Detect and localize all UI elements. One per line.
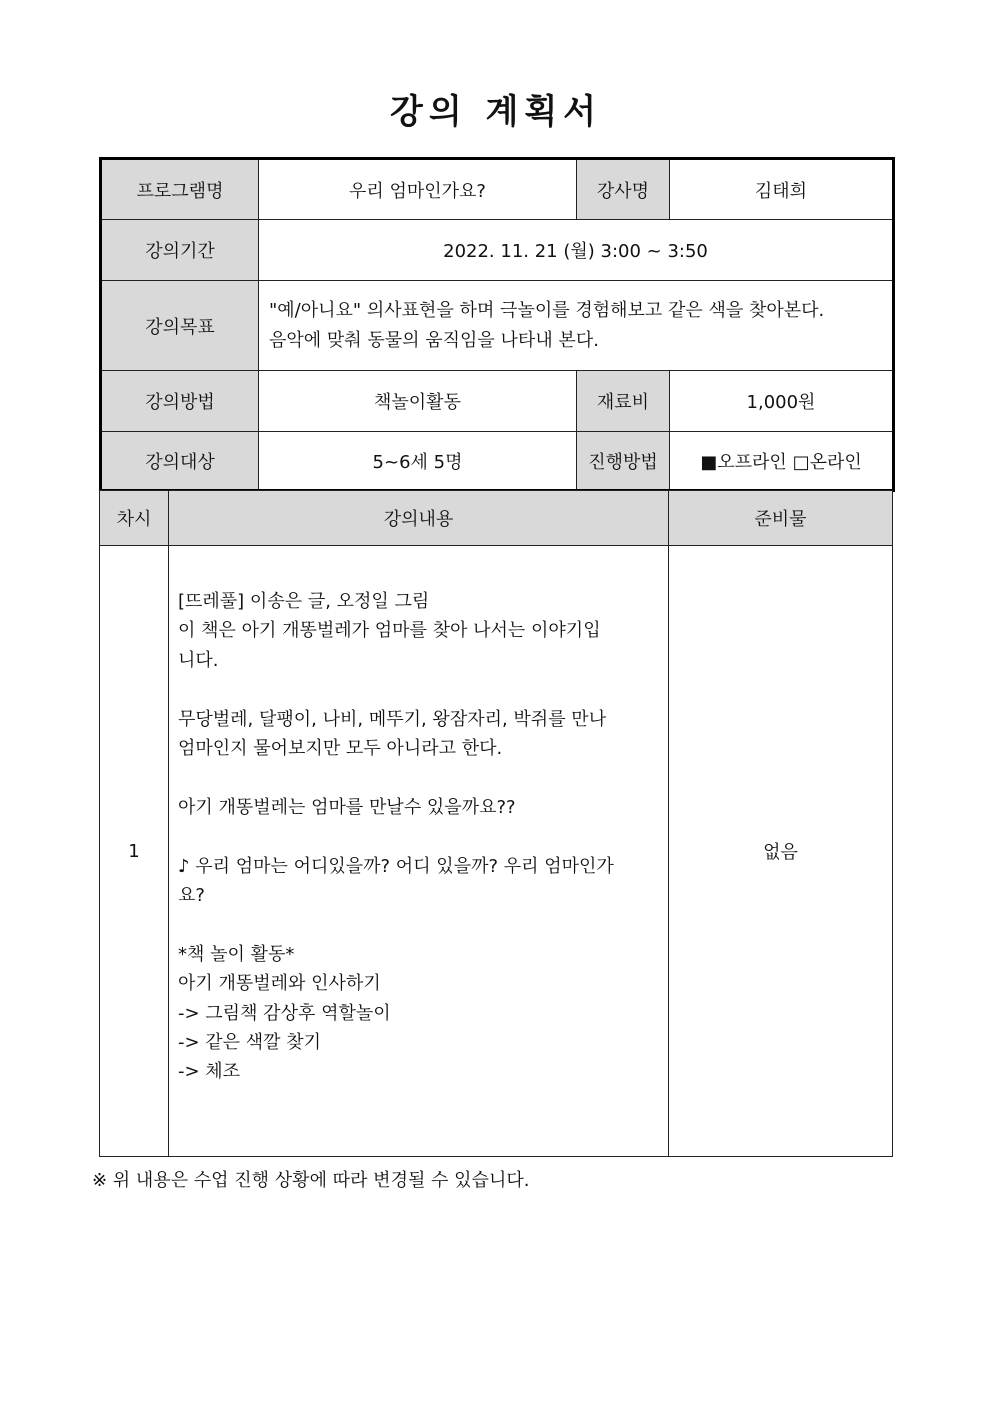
fee-value: 1,000원: [670, 371, 894, 432]
period-value: 2022. 11. 21 (월) 3:00 ~ 3:50: [259, 220, 894, 281]
table-row: [101, 220, 894, 281]
table-row: [101, 159, 894, 220]
fee-label: 재료비: [577, 371, 670, 432]
target-value: 5~6세 5명: [259, 432, 577, 491]
program-label: 프로그램명: [101, 159, 259, 220]
table-row: [101, 281, 894, 371]
empty-checkbox-icon: □: [792, 451, 810, 473]
mode-online: 온라인: [809, 451, 862, 473]
method-value: 책놀이활동: [259, 371, 577, 432]
lecture-content: [169, 546, 669, 1157]
table-row: [101, 371, 894, 432]
session-number: 1: [100, 546, 169, 1157]
materials-value: 없음: [669, 546, 893, 1157]
instructor-label: 강사명: [577, 159, 670, 220]
table-row: [100, 546, 893, 1157]
content-line: -> 같은 색깔 찾기: [178, 1032, 322, 1054]
mode-value: [670, 432, 894, 491]
goal-line: 음악에 맞춰 동물의 움직임을 나타내 본다.: [269, 329, 599, 351]
goal-label: 강의목표: [101, 281, 259, 371]
table-row: [101, 432, 894, 491]
program-value: 우리 엄마인가요?: [259, 159, 577, 220]
page-title: 강의 계획서: [389, 92, 603, 132]
content-header: 강의내용: [169, 491, 669, 546]
mode-offline: 오프라인: [717, 451, 787, 473]
content-line: *책 놀이 활동*: [178, 943, 295, 965]
mode-label: 진행방법: [577, 432, 670, 491]
content-line: ♪ 우리 엄마는 어디있을까? 어디 있을까? 우리 엄마인가: [178, 855, 614, 877]
content-line: 니다.: [178, 649, 219, 671]
info-table: [99, 157, 895, 492]
goal-line: "예/아니요" 의사표현을 하며 극놀이를 경험해보고 같은 색을 찾아본다.: [269, 299, 825, 321]
table-row: [100, 491, 893, 546]
content-line: 무당벌레, 달팽이, 나비, 메뚜기, 왕잠자리, 박쥐를 만나: [178, 708, 607, 730]
content-line: 엄마인지 물어보지만 모두 아니라고 한다.: [178, 738, 503, 760]
content-line: 이 책은 아기 개똥벌레가 엄마를 찾아 나서는 이야기입: [178, 620, 601, 642]
content-line: 아기 개똥벌레와 인사하기: [178, 973, 381, 995]
method-label: 강의방법: [101, 371, 259, 432]
content-line: -> 체조: [178, 1061, 241, 1083]
materials-header: 준비물: [669, 491, 893, 546]
content-line: -> 그림책 감상후 역할놀이: [178, 1002, 391, 1024]
session-header: 차시: [100, 491, 169, 546]
instructor-value: 김태희: [670, 159, 894, 220]
filled-checkbox-icon: ■: [700, 451, 718, 473]
footnote: ※ 위 내용은 수업 진행 상황에 따라 변경될 수 있습니다.: [92, 1170, 530, 1191]
content-line: [뜨레풀] 이송은 글, 오정일 그림: [178, 591, 430, 612]
goal-value: [259, 281, 894, 371]
target-label: 강의대상: [101, 432, 259, 491]
content-line: 요?: [178, 885, 205, 907]
schedule-table: [99, 490, 893, 1157]
period-label: 강의기간: [101, 220, 259, 281]
content-line: 아기 개똥벌레는 엄마를 만날수 있을까요??: [178, 796, 516, 818]
